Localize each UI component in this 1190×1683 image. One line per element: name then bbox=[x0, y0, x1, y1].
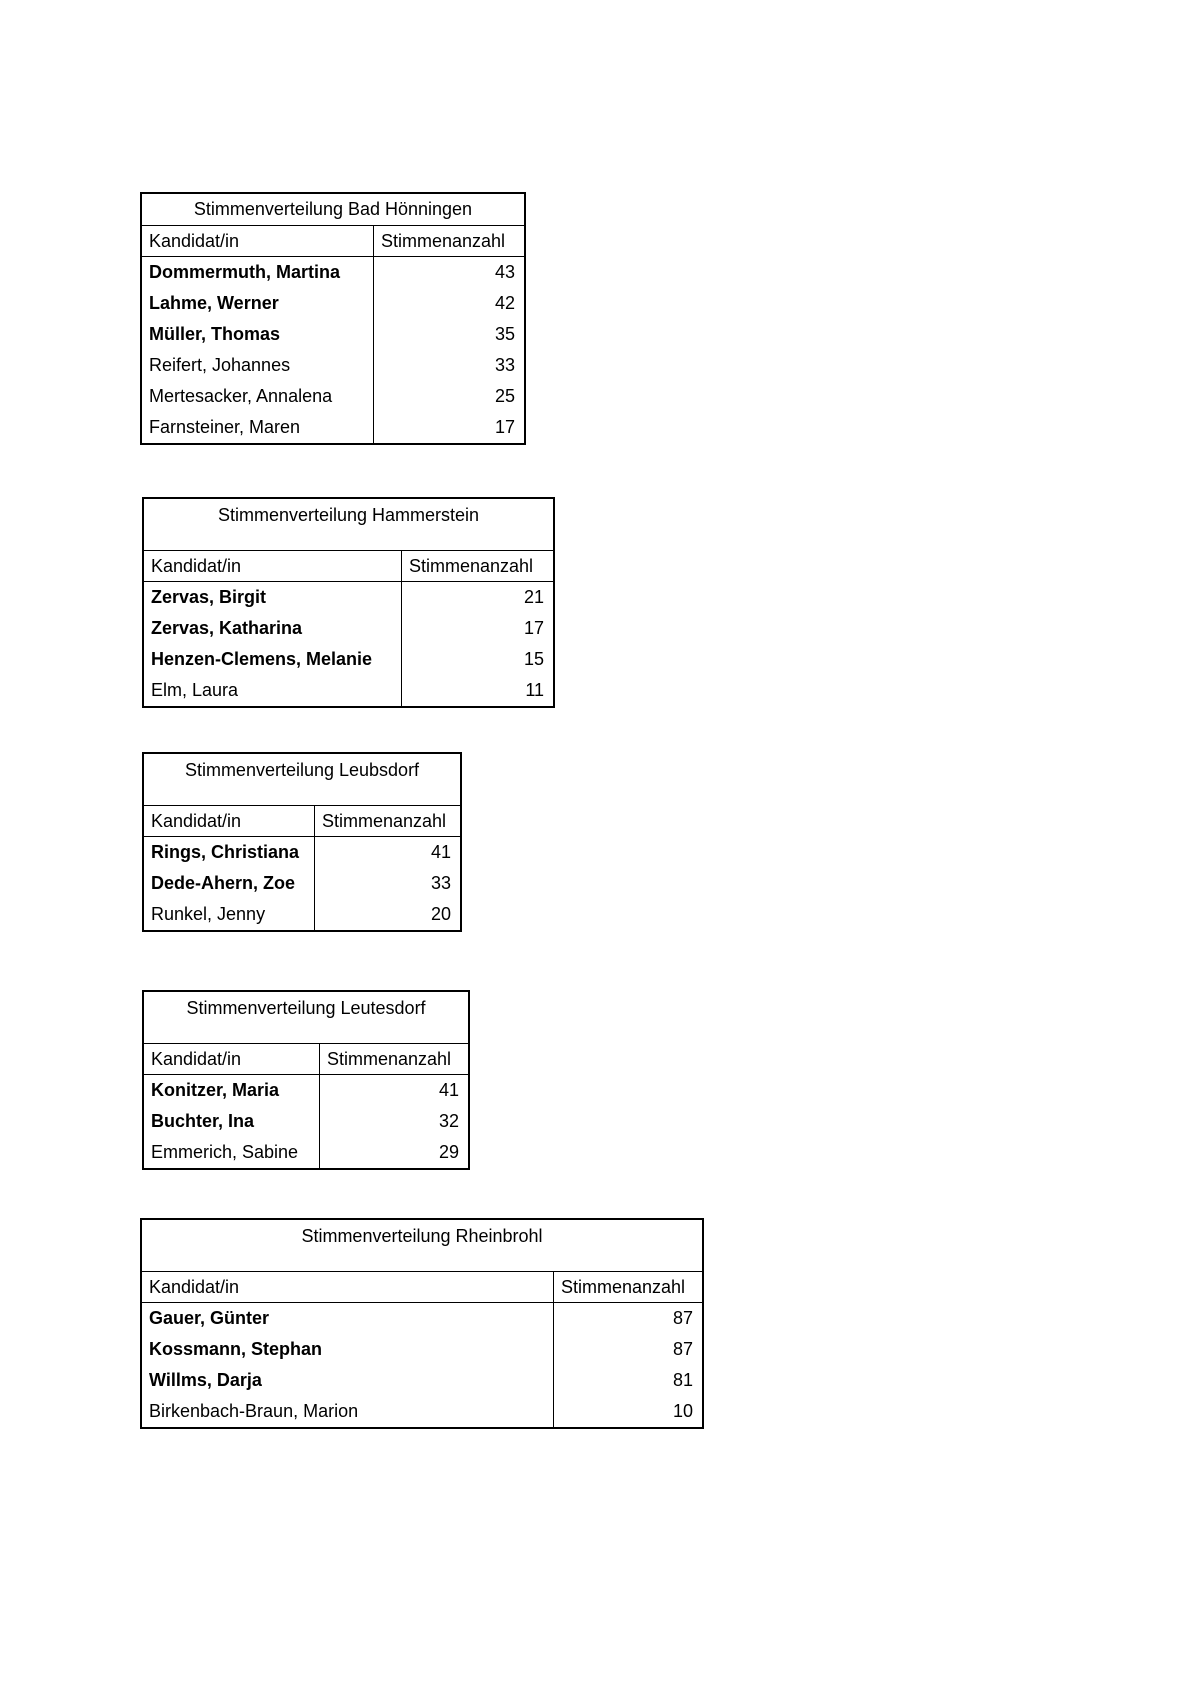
column-header-votes: Stimmenanzahl bbox=[381, 231, 506, 251]
column-header-votes: Stimmenanzahl bbox=[409, 556, 534, 576]
vote-count: 41 bbox=[438, 1080, 459, 1100]
vote-count: 41 bbox=[430, 842, 451, 862]
candidate-name: Kossmann, Stephan bbox=[142, 1334, 554, 1365]
table-leutesdorf bbox=[142, 990, 470, 1170]
table-header-row bbox=[144, 1044, 468, 1075]
vote-count: 10 bbox=[672, 1401, 693, 1421]
vote-count: 17 bbox=[494, 417, 515, 437]
vote-count: 17 bbox=[523, 618, 544, 638]
vote-count: 42 bbox=[494, 293, 515, 313]
candidate-name: Buchter, Ina bbox=[144, 1106, 320, 1137]
vote-count: 32 bbox=[438, 1111, 459, 1131]
table-row bbox=[142, 1365, 702, 1396]
table-title: Stimmenverteilung Leutesdorf bbox=[144, 992, 468, 1044]
candidate-name: Henzen-Clemens, Melanie bbox=[144, 644, 402, 675]
table-row bbox=[144, 1106, 468, 1137]
table-header-row bbox=[144, 806, 460, 837]
table-row bbox=[142, 319, 524, 350]
table-row bbox=[142, 257, 524, 288]
candidate-name: Runkel, Jenny bbox=[144, 899, 315, 930]
table-hammerstein bbox=[142, 497, 555, 708]
candidate-name: Mertesacker, Annalena bbox=[142, 381, 374, 412]
vote-count: 43 bbox=[494, 262, 515, 282]
candidate-name: Reifert, Johannes bbox=[142, 350, 374, 381]
column-header-votes: Stimmenanzahl bbox=[322, 811, 447, 831]
table-title: Stimmenverteilung Rheinbrohl bbox=[142, 1220, 702, 1272]
table-row bbox=[144, 675, 553, 706]
candidate-name: Müller, Thomas bbox=[142, 319, 374, 350]
vote-count: 11 bbox=[525, 680, 544, 700]
vote-count: 87 bbox=[672, 1308, 693, 1328]
candidate-name: Birkenbach-Braun, Marion bbox=[142, 1396, 554, 1427]
column-header-votes: Stimmenanzahl bbox=[561, 1277, 686, 1297]
candidate-name: Rings, Christiana bbox=[144, 837, 315, 868]
column-header-candidate: Kandidat/in bbox=[142, 226, 374, 256]
vote-count: 87 bbox=[672, 1339, 693, 1359]
table-row bbox=[144, 644, 553, 675]
candidate-name: Farnsteiner, Maren bbox=[142, 412, 374, 443]
vote-count: 81 bbox=[672, 1370, 693, 1390]
vote-count: 20 bbox=[430, 904, 451, 924]
candidate-name: Elm, Laura bbox=[144, 675, 402, 706]
column-header-candidate: Kandidat/in bbox=[144, 551, 402, 581]
table-title: Stimmenverteilung Bad Hönningen bbox=[142, 194, 524, 226]
table-row bbox=[142, 412, 524, 443]
table-rheinbrohl bbox=[140, 1218, 704, 1429]
vote-count: 33 bbox=[494, 355, 515, 375]
candidate-name: Konitzer, Maria bbox=[144, 1075, 320, 1106]
candidate-name: Gauer, Günter bbox=[142, 1303, 554, 1334]
candidate-name: Zervas, Birgit bbox=[144, 582, 402, 613]
table-row bbox=[142, 350, 524, 381]
table-row bbox=[144, 868, 460, 899]
column-header-candidate: Kandidat/in bbox=[142, 1272, 554, 1302]
table-row bbox=[144, 837, 460, 868]
table-title: Stimmenverteilung Leubsdorf bbox=[144, 754, 460, 806]
candidate-name: Willms, Darja bbox=[142, 1365, 554, 1396]
table-bad-hoenningen bbox=[140, 192, 526, 445]
candidate-name: Lahme, Werner bbox=[142, 288, 374, 319]
table-title: Stimmenverteilung Hammerstein bbox=[144, 499, 553, 551]
table-leubsdorf bbox=[142, 752, 462, 932]
column-header-candidate: Kandidat/in bbox=[144, 1044, 320, 1074]
table-row bbox=[144, 1075, 468, 1106]
table-row bbox=[142, 1303, 702, 1334]
table-header-row bbox=[144, 551, 553, 582]
table-row bbox=[144, 899, 460, 930]
vote-count: 21 bbox=[523, 587, 544, 607]
vote-count: 35 bbox=[494, 324, 515, 344]
column-header-votes: Stimmenanzahl bbox=[327, 1049, 452, 1069]
candidate-name: Zervas, Katharina bbox=[144, 613, 402, 644]
table-row bbox=[144, 1137, 468, 1168]
candidate-name: Dede-Ahern, Zoe bbox=[144, 868, 315, 899]
candidate-name: Emmerich, Sabine bbox=[144, 1137, 320, 1168]
table-header-row bbox=[142, 1272, 702, 1303]
vote-count: 15 bbox=[523, 649, 544, 669]
table-row bbox=[144, 582, 553, 613]
table-header-row bbox=[142, 226, 524, 257]
table-row bbox=[142, 381, 524, 412]
table-row bbox=[142, 288, 524, 319]
table-row bbox=[144, 613, 553, 644]
candidate-name: Dommermuth, Martina bbox=[142, 257, 374, 288]
table-row bbox=[142, 1334, 702, 1365]
column-header-candidate: Kandidat/in bbox=[144, 806, 315, 836]
vote-count: 29 bbox=[438, 1142, 459, 1162]
vote-count: 25 bbox=[494, 386, 515, 406]
table-row bbox=[142, 1396, 702, 1427]
vote-count: 33 bbox=[430, 873, 451, 893]
